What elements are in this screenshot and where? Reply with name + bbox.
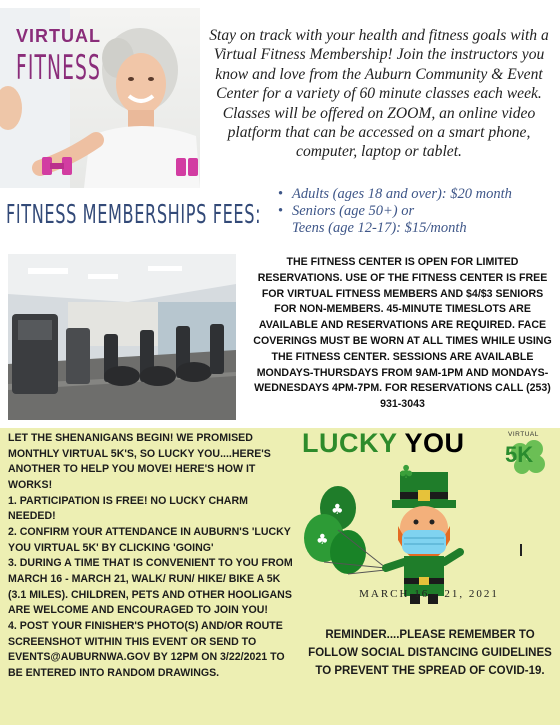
fees-list [278,186,512,237]
fees-section [0,188,560,240]
fee-item-adults: • Adults (ages 18 and over): $20 month [278,186,512,203]
virtual-5k-label: VIRTUAL [508,431,539,438]
fitness-badge-text: FITNESS [16,48,101,88]
covid-reminder: REMINDER....PLEASE REMEMBER TO FOLLOW SOCIAL DISTANCING GUIDELINES TO PREVENT THE SPREAD OF COVID-19. [308,629,552,677]
leprechaun-illustration [298,456,558,606]
hero-section [0,0,560,188]
lucky-you-title [302,428,465,459]
svg-text:♣: ♣ [331,502,344,518]
fitness-center-info: THE FITNESS CENTER IS OPEN FOR LIMITED RESERVATIONS. USE OF THE FITNESS CENTER IS FREE FOR VIRTUAL FITNESS MEMBERS AND $4/$3 SENIORS FOR NON-MEMBERS. 45-MINUTE TIMESLOTS ARE AVAILABLE AND RESERVATIONS ARE REQUIRED. FACE COVERINGS MUST BE WORN AT ALL TIMES WHILE USING THE FITNESS CENTER. SESSIONS ARE AVAILABLE MONDAYS-THURSDAYS FROM 9AM-1PM AND MONDAYS-WEDNESDAYS 4PM-7PM. FOR RESERVATIONS CALL (253) 931-3043 [253,256,552,411]
lucky-step-4: 4. POST YOUR FINISHER'S PHOTO(S) AND/OR ROUTE SCREENSHOT WITHIN THIS EVENT OR SEND TO EVENTS@AUBURNWA.GOV BY 12PM ON 3/22/2021 TO BE ENTERED INTO RANDOM DRAWINGS. [8,619,285,679]
membership-intro: Stay on track with your health and fitness goals with a Virtual Fitness Membership! Join the instructors you know and love from the Auburn Community & Event Center for a variety of 60 minute classes each week. Classes will be offered on ZOOM, an online video platform that can be accessed on a smart phone, computer, laptop or tablet. [209,27,549,161]
gym-illustration [8,254,236,420]
woman-exercising-photo [0,8,200,188]
five-k-badge: 5K [505,442,534,467]
fee-item-seniors: • Seniors (age 50+) or [278,203,512,220]
lucky-step-3: 3. DURING A TIME THAT IS CONVENIENT TO YOU FROM MARCH 16 - MARCH 21, WALK/ RUN/ HIKE/ BIKE A 5K (3.1 MILES). CHILDREN, PETS AND OTHER HOOLIGANS ARE WELCOME AND ENCOURAGED TO JOIN YOU! [8,557,293,617]
race-dates: MARCH 16 - 21, 2021 [359,588,499,600]
you-word: YOU [404,428,465,458]
lucky-word: LUCKY [302,428,398,458]
lucky-step-1: 1. PARTICIPATION IS FREE! NO LUCKY CHARM NEEDED! [8,494,248,523]
svg-text:♣: ♣ [398,462,415,483]
lucky-instructions [8,431,298,682]
lucky-you-section [0,428,560,725]
lucky-intro: LET THE SHENANIGANS BEGIN! WE PROMISED MONTHLY VIRTUAL 5K'S, SO LUCKY YOU....HERE'S ANOTHER TO HELP YOU MOVE! HERE'S HOW IT WORKS! [8,432,271,491]
virtual-badge-text: VIRTUAL [16,26,101,46]
lucky-step-2: 2. CONFIRM YOUR ATTENDANCE IN AUBURN'S 'LUCKY YOU VIRTUAL 5K' BY CLICKING 'GOING' [8,525,291,554]
fee-item-teens: Teens (age 12-17): $15/month [292,220,467,236]
svg-text:♣: ♣ [316,532,329,548]
fees-heading: FITNESS MEMBERSHIPS FEES: [6,200,262,230]
fitness-center-photo [8,254,236,420]
